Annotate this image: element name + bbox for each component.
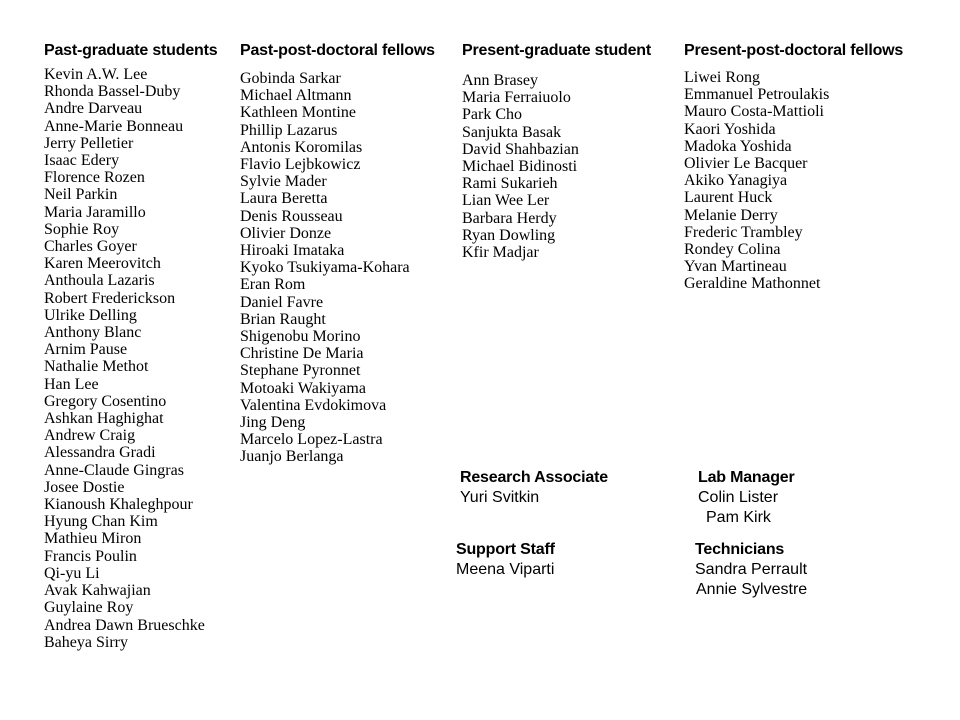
name-list xyxy=(44,66,217,651)
person-name: Emmanuel Petroulakis xyxy=(684,86,830,104)
person-name: Brian Raught xyxy=(240,310,326,328)
person-name: Michael Bidinosti xyxy=(462,158,578,176)
person-name: Michael Altmann xyxy=(240,87,352,105)
staff-name: Annie Sylvestre xyxy=(696,581,808,598)
name-list xyxy=(695,560,807,600)
staff-name: Yuri Svitkin xyxy=(460,489,540,506)
column-heading: Present-graduate student xyxy=(462,42,652,59)
name-list xyxy=(698,488,795,528)
person-name: Juanjo Berlanga xyxy=(240,448,344,466)
person-name: Florence Rozen xyxy=(44,169,145,187)
person-name: Baheya Sirry xyxy=(44,633,128,651)
person-name: Daniel Favre xyxy=(240,293,324,311)
person-name: Andrew Craig xyxy=(44,427,136,445)
person-name: Olivier Donze xyxy=(240,224,332,242)
column-heading: Past-post-doctoral fellows xyxy=(240,42,435,59)
person-name: Andrea Dawn Brueschke xyxy=(44,616,205,634)
person-name: Frederic Trambley xyxy=(684,223,803,241)
name-list xyxy=(460,488,608,508)
person-name: Antonis Koromilas xyxy=(240,138,363,156)
person-name: Kfir Madjar xyxy=(462,244,539,262)
staff-name: Sandra Perrault xyxy=(695,561,808,578)
staff-name: Colin Lister xyxy=(698,489,779,506)
person-name: Neil Parkin xyxy=(44,186,118,204)
person-name: Rhonda Bassel-Duby xyxy=(44,83,181,101)
person-name: Alessandra Gradi xyxy=(44,444,156,462)
person-name: Gobinda Sarkar xyxy=(240,70,341,87)
section-heading: Support Staff xyxy=(456,541,555,558)
column-past-post-doctoral-fellows xyxy=(240,42,435,466)
person-name: Josee Dostie xyxy=(44,478,125,496)
lab-manager-section xyxy=(698,468,795,528)
person-name: Flavio Lejbkowicz xyxy=(240,156,361,174)
person-name: Barbara Herdy xyxy=(462,209,557,227)
person-name: Kathleen Montine xyxy=(240,104,356,122)
section-heading: Technicians xyxy=(695,541,785,558)
column-present-graduate-student xyxy=(462,42,651,261)
person-name: Sanjukta Basak xyxy=(462,123,562,141)
name-list xyxy=(684,69,903,293)
name-list xyxy=(240,70,435,466)
person-name: Robert Frederickson xyxy=(44,289,176,307)
person-name: Guylaine Roy xyxy=(44,599,134,617)
name-list xyxy=(456,560,555,580)
person-name: Arnim Pause xyxy=(44,341,128,359)
person-name: Sophie Roy xyxy=(44,220,120,238)
person-name: Kyoko Tsukiyama-Kohara xyxy=(240,259,410,277)
person-name: Kianoush Khaleghpour xyxy=(44,496,193,514)
person-name: Motoaki Wakiyama xyxy=(240,379,366,397)
section-heading: Lab Manager xyxy=(698,469,795,486)
person-name: Eran Rom xyxy=(240,276,306,294)
person-name: Denis Rousseau xyxy=(240,207,343,225)
person-name: Laura Beretta xyxy=(240,190,328,208)
person-name: Qi-yu Li xyxy=(44,564,100,582)
person-name: Stephane Pyronnet xyxy=(240,362,361,380)
person-name: Anne-Marie Bonneau xyxy=(44,117,184,135)
person-name: Valentina Evdokimova xyxy=(240,396,387,414)
person-name: Charles Goyer xyxy=(44,238,137,256)
person-name: Marcelo Lopez-Lastra xyxy=(240,431,383,449)
person-name: Gregory Cosentino xyxy=(44,392,167,410)
person-name: Isaac Edery xyxy=(44,152,120,170)
support-staff-section xyxy=(456,540,555,580)
person-name: Kaori Yoshida xyxy=(684,120,776,138)
person-name: Phillip Lazarus xyxy=(240,121,338,139)
section-heading: Research Associate xyxy=(460,469,608,486)
person-name: Olivier Le Bacquer xyxy=(684,155,808,173)
person-name: Yvan Martineau xyxy=(684,258,787,276)
person-name: Ann Brasey xyxy=(462,72,538,89)
column-heading: Present-post-doctoral fellows xyxy=(684,42,904,59)
staff-name: Meena Viparti xyxy=(456,561,555,578)
column-present-post-doctoral-fellows xyxy=(684,42,903,293)
person-name: Jing Deng xyxy=(240,414,306,432)
person-name: Rondey Colina xyxy=(684,241,781,259)
person-name: Melanie Derry xyxy=(684,206,778,224)
research-associate-section xyxy=(460,468,608,508)
person-name: Hyung Chan Kim xyxy=(44,513,158,531)
person-name: Sylvie Mader xyxy=(240,173,327,191)
person-name: Rami Sukarieh xyxy=(462,175,558,193)
person-name: Shigenobu Morino xyxy=(240,328,361,346)
person-name: Anthoula Lazaris xyxy=(44,272,155,290)
person-name: Han Lee xyxy=(44,375,99,393)
person-name: Lian Wee Ler xyxy=(462,192,550,210)
person-name: Karen Meerovitch xyxy=(44,255,161,273)
person-name: Ulrike Delling xyxy=(44,306,137,324)
person-name: Christine De Maria xyxy=(240,345,364,363)
column-heading: Past-graduate students xyxy=(44,42,218,59)
person-name: Kevin A.W. Lee xyxy=(44,66,148,83)
staff-name: Pam Kirk xyxy=(706,509,771,526)
person-name: Jerry Pelletier xyxy=(44,134,134,152)
person-name: Avak Kahwajian xyxy=(44,582,151,600)
person-name: Maria Jaramillo xyxy=(44,203,146,221)
person-name: Ryan Dowling xyxy=(462,226,556,244)
column-past-graduate-students xyxy=(44,42,217,651)
person-name: Park Cho xyxy=(462,106,522,124)
person-name: Francis Poulin xyxy=(44,547,137,565)
person-name: Hiroaki Imataka xyxy=(240,242,345,260)
technicians-section xyxy=(695,540,807,600)
person-name: Ashkan Haghighat xyxy=(44,410,164,428)
person-name: Anthony Blanc xyxy=(44,324,142,342)
person-name: Madoka Yoshida xyxy=(684,137,792,155)
person-name: Andre Darveau xyxy=(44,100,143,118)
person-name: Maria Ferraiuolo xyxy=(462,89,571,107)
person-name: Liwei Rong xyxy=(684,69,760,86)
person-name: Anne-Claude Gingras xyxy=(44,461,184,479)
person-name: Mauro Costa-Mattioli xyxy=(684,103,824,121)
person-name: Geraldine Mathonnet xyxy=(684,275,821,293)
person-name: Laurent Huck xyxy=(684,189,773,207)
person-name: David Shahbazian xyxy=(462,140,579,158)
person-name: Akiko Yanagiya xyxy=(684,172,788,190)
person-name: Nathalie Methot xyxy=(44,358,149,376)
name-list xyxy=(462,72,651,261)
person-name: Mathieu Miron xyxy=(44,530,142,548)
